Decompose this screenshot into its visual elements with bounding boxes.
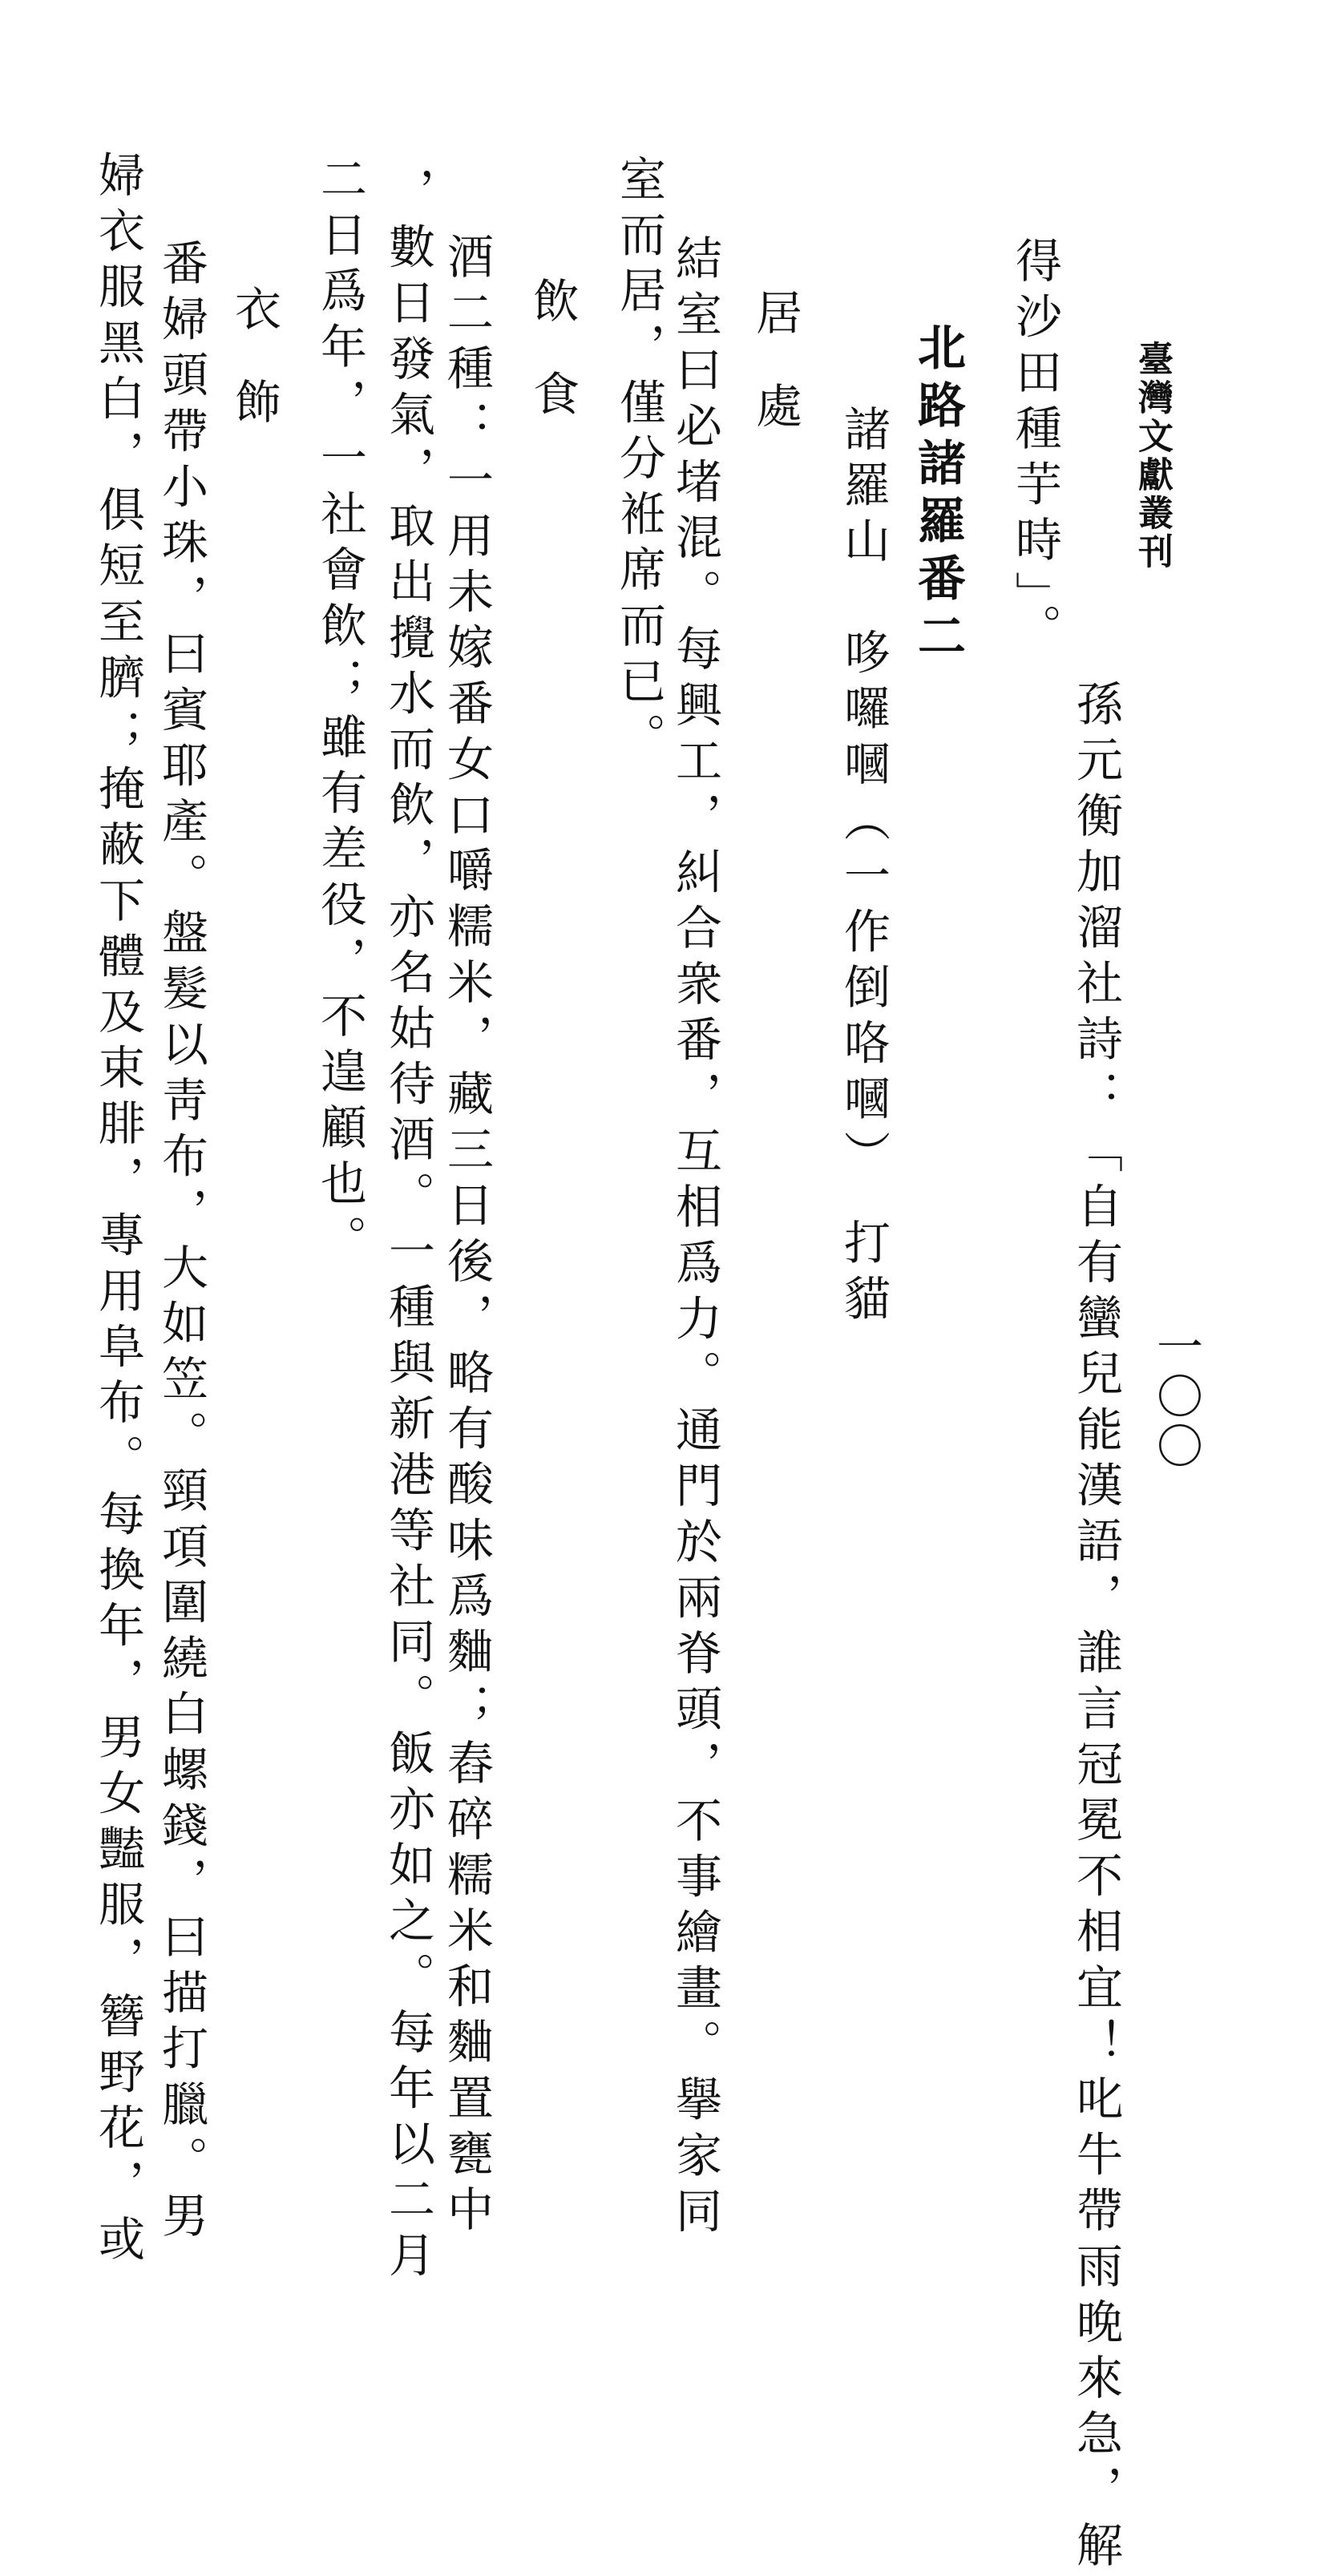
- food-heading: 飲食: [525, 277, 580, 462]
- subsection-place-names: 諸羅山 哆囉嘓（一作倒咯嘓） 打貓: [836, 405, 891, 1330]
- running-head: 臺灣文獻叢刊: [1132, 341, 1173, 571]
- poem-line-1: 孫元衡加溜社詩：「自有蠻兒能漢語，誰言冠冕不相宜！叱牛帶雨晚來急，解: [1069, 680, 1123, 2576]
- food-line-1: 酒二種：一用未嫁番女口嚼糯米，藏三日後，略有酸味爲麯；舂碎糯米和麯置甕中: [439, 232, 494, 2241]
- residence-line-1: 結室曰必堵混。每興工，糾合衆番，互相爲力。通門於兩脊頭，不事繪畫。擧家同: [668, 234, 722, 2243]
- dress-line-1: 番婦頭帶小珠，曰賓耶產。盤髮以靑布，大如笠。頸項圍繞白螺錢，曰描打臘。男: [154, 239, 208, 2247]
- poem-line-2: 得沙田種芋時」。: [1008, 236, 1062, 660]
- section-title: 北路諸羅番二: [910, 322, 966, 668]
- food-line-2: ，數日發氣，取出攪水而飲，亦名姑待酒。一種與新港等社同。飯亦如之。每年以二月: [381, 167, 435, 2287]
- page-number: 一〇〇: [1149, 1322, 1203, 1472]
- dress-line-2: 婦衣服黑白，俱短至臍；掩蔽下體及束腓，專用阜布。每換年，男女豔服，簪野花，或: [91, 151, 145, 2271]
- dress-heading: 衣飾: [227, 285, 281, 470]
- residence-heading: 居處: [748, 289, 802, 474]
- residence-line-2: 室而居，僅分袵席而已。: [612, 155, 666, 769]
- food-line-3: 二日爲年，一社會飲；雖有差役，不遑顧也。: [313, 155, 367, 1270]
